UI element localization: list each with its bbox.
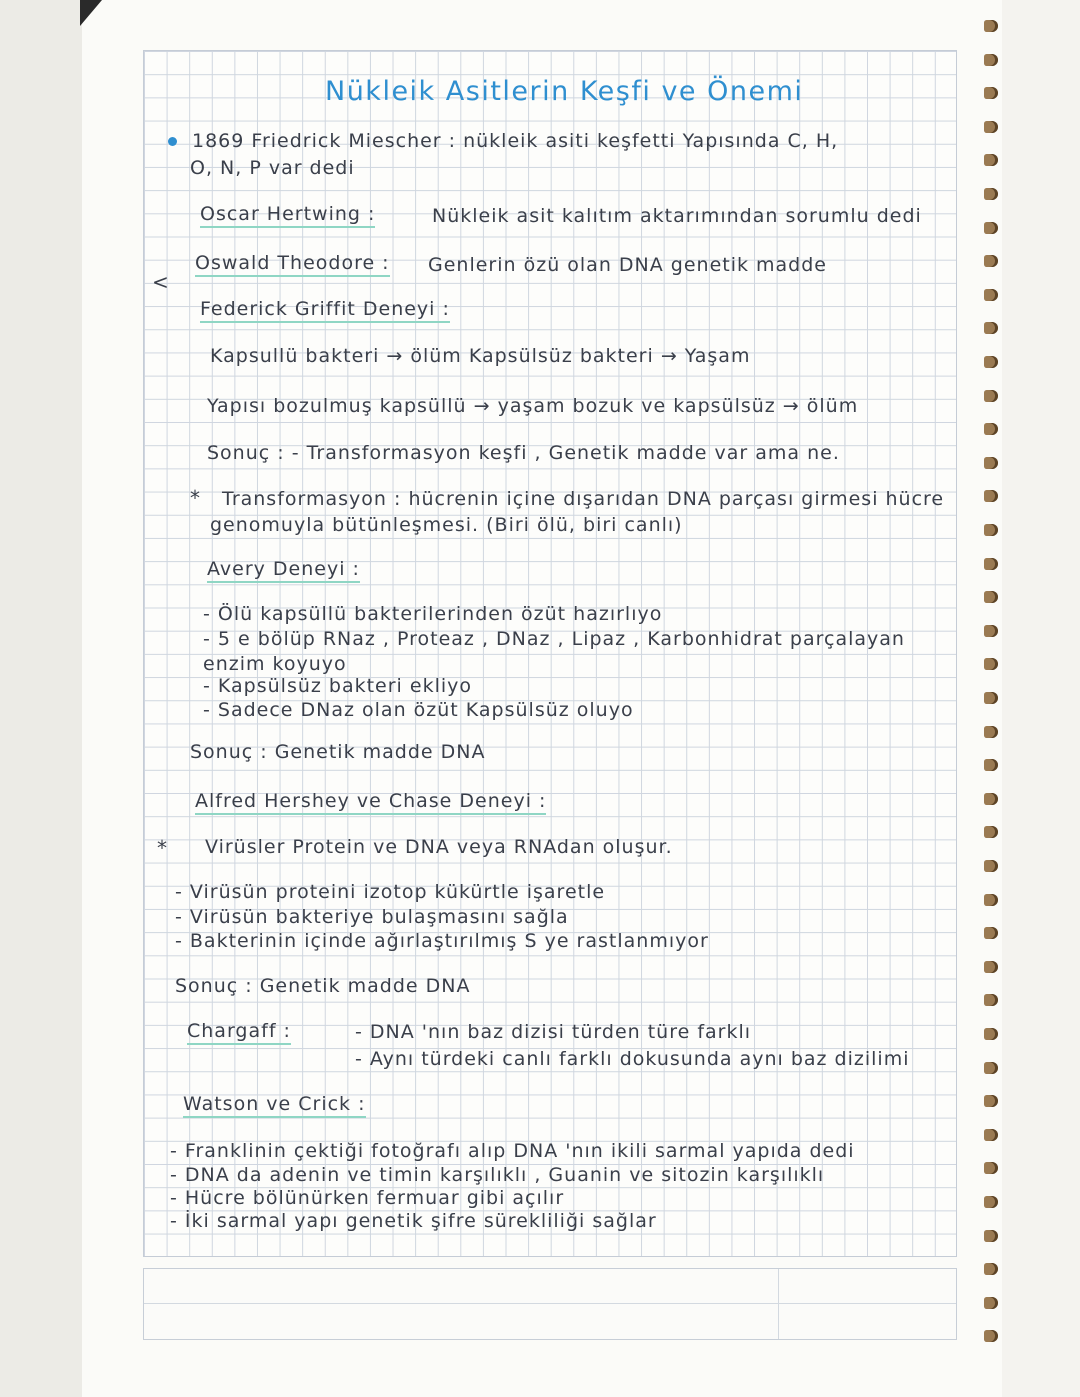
binding-ring xyxy=(984,894,998,906)
binding-ring xyxy=(984,121,998,133)
note-line: Transformasyon : hücrenin içine dışarıdan DNA parçası girmesi hücre xyxy=(222,488,945,510)
bullet-icon xyxy=(168,137,177,146)
note-line: - Kapsülsüz bakteri ekliyo xyxy=(203,675,472,697)
binding-ring xyxy=(984,1263,998,1275)
scientist-name: Chargaff : xyxy=(187,1020,291,1045)
binding-ring xyxy=(984,1230,998,1242)
binding-ring xyxy=(984,759,998,771)
footer-box xyxy=(143,1268,957,1340)
note-line: - Sadece DNaz olan özüt Kapsülsüz oluyo xyxy=(203,699,634,721)
asterisk-icon: * xyxy=(157,836,167,860)
binding-ring xyxy=(984,20,998,32)
binding-ring xyxy=(984,390,998,402)
note-line: Kapsullü bakteri → ölüm Kapsülsüz bakteri → Yaşam xyxy=(210,345,751,367)
note-line: - Ölü kapsüllü bakterilerinden özüt hazırlıyo xyxy=(203,603,663,625)
note-line: enzim koyuyo xyxy=(203,653,347,675)
binding-ring xyxy=(984,1196,998,1208)
scientist-name: Oswald Theodore : xyxy=(195,252,390,277)
page-title: Nükleik Asitlerin Keşfi ve Önemi xyxy=(325,76,804,107)
binding-ring xyxy=(984,356,998,368)
binding-ring xyxy=(984,625,998,637)
binding-ring xyxy=(984,222,998,234)
note-line: - Hücre bölünürken fermuar gibi açılır xyxy=(170,1187,565,1209)
result-line: Sonuç : Genetik madde DNA xyxy=(190,741,486,763)
page-corner xyxy=(80,0,102,26)
note-line: - İki sarmal yapı genetik şifre sürekliliği sağlar xyxy=(170,1210,657,1232)
footer-line xyxy=(144,1303,956,1304)
note-line: Genlerin özü olan DNA genetik madde xyxy=(428,254,827,276)
scientist-name: Watson ve Crick : xyxy=(183,1093,366,1118)
binding-ring xyxy=(984,1028,998,1040)
binding-ring xyxy=(984,927,998,939)
note-line: Sonuç : - Transformasyon keşfi , Genetik madde var ama ne. xyxy=(207,442,840,464)
scientist-name: Oscar Hertwing : xyxy=(200,203,375,228)
experiment-heading: Federick Griffit Deneyi : xyxy=(200,298,450,323)
binding-ring xyxy=(984,188,998,200)
binding-ring xyxy=(984,255,998,267)
binding-ring xyxy=(984,1330,998,1342)
note-line: Virüsler Protein ve DNA veya RNAdan oluşur. xyxy=(205,836,673,858)
note-line: Yapısı bozulmuş kapsüllü → yaşam bozuk ve kapsülsüz → ölüm xyxy=(207,395,859,417)
binding-ring xyxy=(984,524,998,536)
note-line: Nükleik asit kalıtım aktarımından sorumlu dedi xyxy=(432,205,922,227)
binding-ring xyxy=(984,322,998,334)
note-line: - DNA da adenin ve timin karşılıklı , Guanin ve sitozin karşılıklı xyxy=(170,1164,825,1186)
result-line: Sonuç : Genetik madde DNA xyxy=(175,975,471,997)
binding-ring xyxy=(984,692,998,704)
background-left xyxy=(0,0,82,1397)
binding-ring xyxy=(984,289,998,301)
footer-divider xyxy=(778,1269,779,1339)
binding-ring xyxy=(984,961,998,973)
binding-ring xyxy=(984,860,998,872)
binding-ring xyxy=(984,87,998,99)
binding-ring xyxy=(984,154,998,166)
note-line: - Aynı türdeki canlı farklı dokusunda aynı baz dizilimi xyxy=(355,1048,910,1070)
binding-ring xyxy=(984,994,998,1006)
binding-ring xyxy=(984,591,998,603)
note-line: - Virüsün bakteriye bulaşmasını sağla xyxy=(175,906,569,928)
note-line: - Franklinin çektiği fotoğrafı alıp DNA 'nın ikili sarmal yapıda dedi xyxy=(170,1140,855,1162)
note-line: - DNA 'nın baz dizisi türden türe farklı xyxy=(355,1021,752,1043)
note-line: - Virüsün proteini izotop kükürtle işaretle xyxy=(175,881,606,903)
note-line: 1869 Friedrick Miescher : nükleik asiti keşfetti Yapısında C, H, xyxy=(192,130,839,152)
binding-ring xyxy=(984,54,998,66)
bracket-icon: < xyxy=(152,270,169,294)
binding-ring xyxy=(984,658,998,670)
binding-ring xyxy=(984,1162,998,1174)
binding-ring xyxy=(984,457,998,469)
binding-ring xyxy=(984,490,998,502)
note-line: O, N, P var dedi xyxy=(190,157,355,179)
asterisk-icon: * xyxy=(190,486,200,510)
binding-ring xyxy=(984,1297,998,1309)
binding-ring xyxy=(984,1095,998,1107)
binding-ring xyxy=(984,826,998,838)
note-line: - Bakterinin içinde ağırlaştırılmış S ye rastlanmıyor xyxy=(175,930,709,952)
note-line: genomuyla bütünleşmesi. (Biri ölü, biri canlı) xyxy=(210,514,683,536)
binding-ring xyxy=(984,793,998,805)
binding-ring xyxy=(984,1129,998,1141)
binding-ring xyxy=(984,726,998,738)
note-line: - 5 e bölüp RNaz , Proteaz , DNaz , Lipaz , Karbonhidrat parçalayan xyxy=(203,628,905,650)
binding-ring xyxy=(984,1062,998,1074)
spiral-binding xyxy=(984,20,1004,1380)
experiment-heading: Alfred Hershey ve Chase Deneyi : xyxy=(195,790,546,815)
binding-ring xyxy=(984,423,998,435)
experiment-heading: Avery Deneyi : xyxy=(207,558,360,583)
binding-ring xyxy=(984,558,998,570)
